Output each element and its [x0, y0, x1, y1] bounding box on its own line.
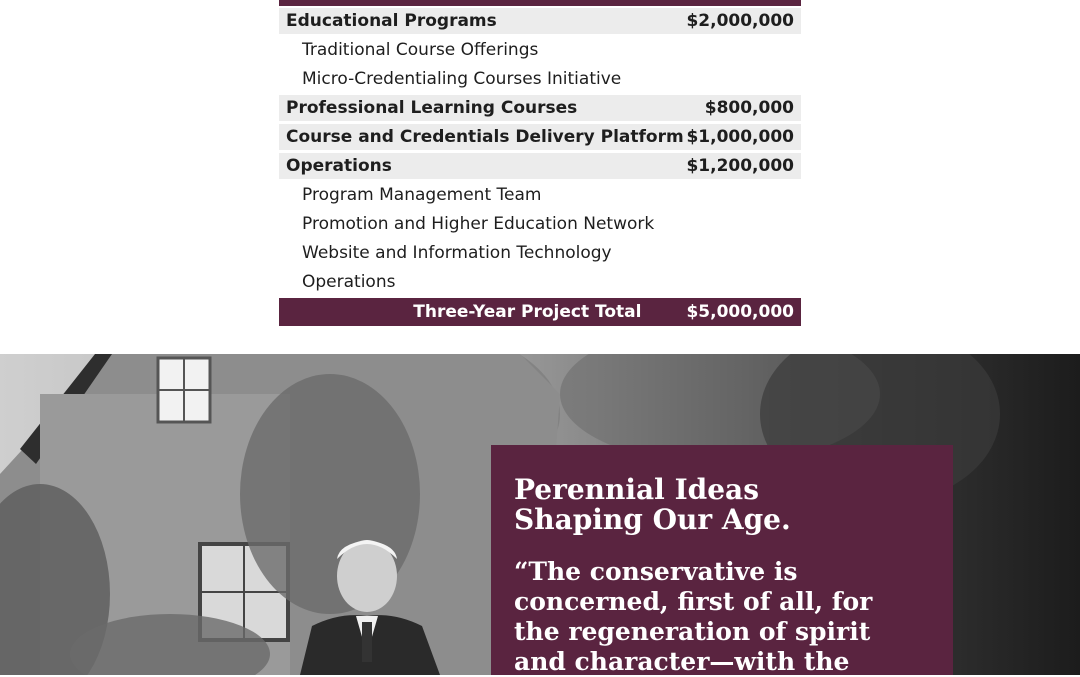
table-top-bar — [279, 0, 801, 6]
row-label: Professional Learning Courses — [286, 98, 578, 118]
row-amount: $1,200,000 — [686, 156, 794, 176]
row-amount: $800,000 — [704, 98, 794, 118]
row-amount: $1,000,000 — [686, 127, 794, 147]
row-amount: $2,000,000 — [686, 11, 794, 31]
table-row — [279, 95, 801, 121]
budget-table — [279, 0, 801, 326]
card-heading — [514, 475, 934, 535]
table-row — [279, 182, 801, 208]
total-row — [279, 298, 801, 326]
row-label: Operations — [302, 272, 396, 292]
row-label: Traditional Course Offerings — [302, 40, 539, 60]
row-label: Promotion and Higher Education Network — [302, 214, 655, 234]
total-label: Three-Year Project Total — [413, 302, 642, 322]
table-row — [279, 240, 801, 266]
table-row — [279, 8, 801, 34]
row-label: Educational Programs — [286, 11, 497, 31]
row-label: Micro-Credentialing Courses Initiative — [302, 69, 622, 89]
table-row — [279, 37, 801, 63]
row-label: Program Management Team — [302, 185, 542, 205]
row-label: Course and Credentials Delivery Platform — [286, 127, 684, 147]
table-row — [279, 269, 801, 295]
card-heading-line1: Perennial Ideas — [514, 473, 759, 506]
card-heading-line2: Shaping Our Age. — [514, 503, 791, 536]
quote-card — [491, 445, 953, 675]
table-row — [279, 66, 801, 92]
total-amount: $5,000,000 — [686, 302, 794, 322]
row-label: Operations — [286, 156, 392, 176]
table-row — [279, 153, 801, 179]
quote-text: “The conservative is concerned, first of all, for the regeneration of spirit and character—with the — [514, 557, 873, 676]
table-row — [279, 211, 801, 237]
table-row — [279, 124, 801, 150]
row-label: Website and Information Technology — [302, 243, 612, 263]
